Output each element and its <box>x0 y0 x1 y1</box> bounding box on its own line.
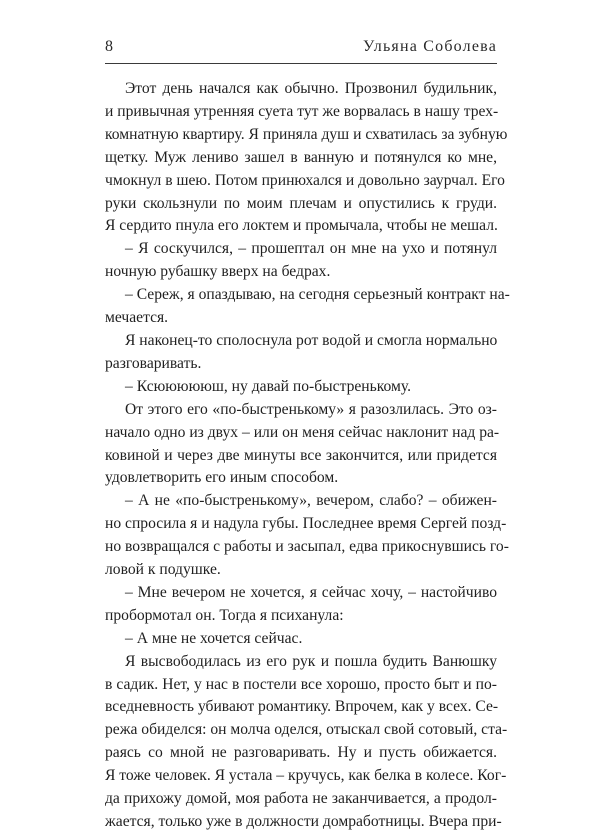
text-line: От этого его «по-быстренькому» я разозлилась. Это оз- <box>125 400 497 418</box>
text-line: режа обиделся: он молча оделся, отыскал свой сотовый, ста- <box>105 721 508 739</box>
text-line: но возвращался с работы и засыпал, едва прикоснувшись го- <box>105 538 509 556</box>
paragraph <box>105 78 508 238</box>
text-line: жается, только уже в должности домработницы. Вчера при- <box>105 813 502 830</box>
text-line: и привычная утренняя суета тут же ворвалась в нашу трех- <box>105 102 499 120</box>
text-line: Этот день начался как обычно. Прозвонил будильник, <box>125 80 497 97</box>
author-name: Ульяна Соболева <box>363 38 497 55</box>
text-line: Я сердито пнула его локтем и промычала, чтобы не мешал. <box>105 217 498 235</box>
text-line: но спросила я и надула губы. Последнее время Сергей позд- <box>105 515 507 533</box>
text-line: чмокнул в шею. Потом принюхался и довольно заурчал. Его <box>105 171 505 189</box>
text-line: да прихожу домой, моя работа не заканчивается, а продол- <box>105 790 497 808</box>
text-line: Я наконец-то сполоснула рот водой и смогла нормально <box>125 331 498 349</box>
text-line: начало одно из двух – или он меня сейчас наклонит над ра- <box>105 423 500 441</box>
paragraph <box>105 284 510 330</box>
text-line: – А не «по-быстренькому», вечером, слабо? – обижен- <box>125 492 497 510</box>
text-line: мечается. <box>105 309 169 327</box>
running-head <box>105 38 497 62</box>
text-line: – Ксюююююш, ну давай по-быстренькому. <box>125 377 412 395</box>
text-line: удовлетворить его иным способом. <box>105 469 339 487</box>
text-line: вседневность убивают романтику. Впрочем, как у всех. Се- <box>105 698 499 716</box>
header-rule <box>105 63 497 64</box>
paragraph <box>105 651 508 834</box>
paragraph <box>105 490 509 582</box>
text-line: – Мне вечером не хочется, я сейчас хочу, – настойчиво <box>125 583 497 601</box>
paragraph <box>105 238 497 284</box>
text-line: раясь со мной не разговаривать. Ну и пусть обижается. <box>105 744 497 762</box>
text-line: ковиной и через две минуты все закончится, или придется <box>105 446 497 464</box>
text-line: – А мне не хочется сейчас. <box>125 629 303 647</box>
text-line: ловой к подушке. <box>105 561 221 579</box>
paragraph <box>105 582 497 628</box>
text-line: Я высвободилась из его рук и пошла будить Ванюшку <box>125 652 497 670</box>
text-line: – Сереж, я опаздываю, на сегодня серьезный контракт на- <box>125 286 510 304</box>
page-number: 8 <box>105 38 113 55</box>
paragraph <box>105 628 497 651</box>
paragraph <box>105 399 500 491</box>
text-line: Я тоже человек. Я устала – кручусь, как белка в колесе. Ког- <box>105 767 507 785</box>
text-line: в садик. Нет, у нас в постели все хорошо, просто быт и по- <box>105 675 497 693</box>
text-line: комнатную квартиру. Я приняла душ и схватилась за зубную <box>105 125 508 143</box>
text-line: – Я соскучился, – прошептал он мне на ухо и потянул <box>125 240 497 258</box>
text-line: ночную рубашку вверх на бедрах. <box>105 263 331 281</box>
paragraph <box>105 330 497 376</box>
paragraph <box>105 376 497 399</box>
body-text <box>105 78 510 834</box>
text-line: пробормотал он. Тогда я психанула: <box>105 606 344 624</box>
text-line: щетку. Муж лениво зашел в ванную и потянулся ко мне, <box>105 148 497 166</box>
text-line: руки скользнули по моим плечам и опустились к груди. <box>105 194 497 212</box>
text-line: разговаривать. <box>105 354 202 372</box>
